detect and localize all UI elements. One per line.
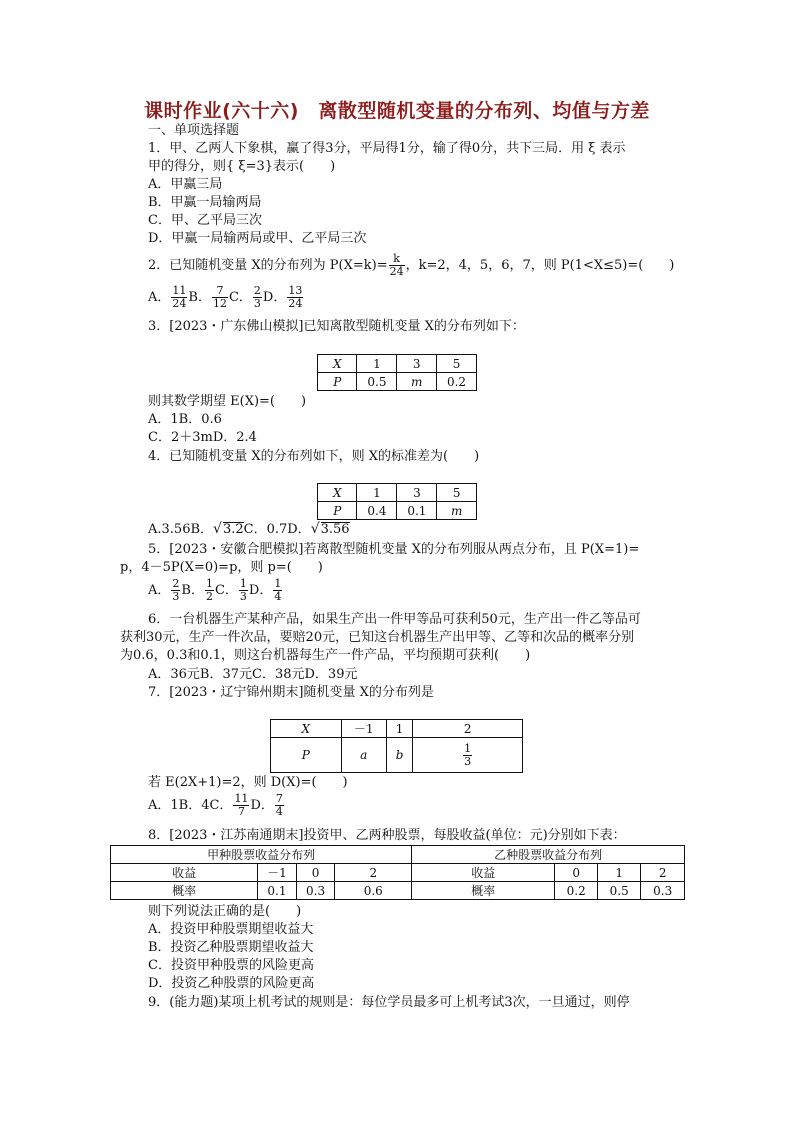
q8-option-d: D．投资乙种股票的风险更高 — [148, 976, 315, 991]
q8-option-c: C．投资甲种股票的风险更高 — [148, 958, 314, 973]
q2-opt-a-frac — [171, 285, 187, 310]
sqrt-icon: √ — [213, 521, 222, 537]
table-cell: 1 — [386, 720, 413, 738]
q5-opt-a-frac — [171, 578, 180, 603]
q5-stem-line1: 5．[2023・安徽合肥模拟]若离散型随机变量 X的分布列服从两点分布，且 P(X=1)= — [148, 542, 640, 557]
table-cell: 0.6 — [335, 882, 412, 900]
frac-num: 1 — [239, 577, 247, 590]
q3-stem: 3．[2023・广东佛山模拟]已知离散型随机变量 X的分布列如下： — [148, 319, 525, 334]
q5-opt-b-frac — [205, 578, 214, 603]
table-cell: 0.3 — [641, 882, 685, 900]
table-header-right: 乙种股票收益分布列 — [412, 846, 685, 864]
frac-den: 24 — [288, 297, 303, 310]
table-row — [318, 355, 477, 373]
table-cell: －1 — [341, 720, 386, 738]
q7-opt-c-frac — [233, 793, 249, 818]
table-cell: 3 — [397, 355, 437, 373]
q3-distribution-table — [317, 354, 477, 391]
q2-stem-pre: 2．已知随机变量 X的分布列为 P(X=k)= — [148, 258, 388, 273]
table-cell — [413, 738, 523, 773]
frac-num: 11 — [234, 792, 249, 805]
table-cell: 2 — [641, 864, 685, 882]
q6-options: A．36元B．37元C．38元D．39元 — [148, 667, 358, 682]
q1-stem-line1: 1．甲、乙两人下象棋，赢了得3分，平局得1分，输了得0分，共下三局．用 ξ 表示 — [148, 141, 626, 156]
q5-opt-c-label: C． — [214, 583, 238, 598]
q5-opt-c-frac — [239, 578, 248, 603]
frac-den: 24 — [172, 297, 187, 310]
q4-distribution-table — [317, 483, 477, 520]
q7-distribution-table — [270, 719, 523, 773]
q7-options-abc: A．1B．4C． — [148, 798, 233, 813]
table-row — [111, 882, 685, 900]
q2-opt-c-label: C． — [228, 290, 252, 305]
frac-den: 12 — [212, 297, 227, 310]
table-cell: 0.3 — [296, 882, 335, 900]
q8-stock-table — [110, 845, 685, 900]
q4-options-ab: A.3.56B． — [148, 522, 214, 537]
table-row — [271, 720, 523, 738]
table-cell: 0.2 — [437, 373, 477, 391]
frac-num: 7 — [275, 792, 283, 805]
q6-stem-line3: 为0.6，0.3和0.1，则这台机器每生产一件产品，平均预期可获利( ) — [120, 648, 531, 663]
table-cell: 收益 — [412, 864, 555, 882]
frac-den: 3 — [239, 590, 247, 603]
q2-options — [148, 285, 304, 311]
q4-stem: 4．已知随机变量 X的分布列如下，则 X的标准差为( ) — [148, 449, 480, 464]
q3-options-cd: C．2＋3mD．2.4 — [148, 430, 257, 445]
table-cell: 0 — [555, 864, 598, 882]
table-cell: m — [437, 502, 477, 520]
q4-options-cd: C．0.7D． — [243, 522, 311, 537]
q2-opt-d-label: D． — [262, 290, 287, 305]
table-row — [318, 373, 477, 391]
table-cell: 0 — [296, 864, 335, 882]
frac-num: 13 — [288, 284, 303, 297]
table-cell: X — [318, 484, 357, 502]
frac-num: 2 — [253, 284, 261, 297]
q2-fraction — [389, 253, 405, 278]
q4-opt-b-radicand: 3.2 — [222, 522, 244, 537]
q5-opt-a-label: A． — [148, 583, 171, 598]
table-cell: 概率 — [412, 882, 555, 900]
q2-opt-a-label: A． — [148, 290, 171, 305]
table-cell: P — [318, 373, 357, 391]
q2-opt-b-label: B． — [188, 290, 211, 305]
table-cell: 概率 — [111, 882, 258, 900]
table-row — [271, 738, 523, 773]
q7-opt-d-label: D． — [250, 798, 274, 813]
table-cell: X — [271, 720, 342, 738]
table-cell: 0.1 — [258, 882, 297, 900]
q1-option-c: C．甲、乙平局三次 — [148, 213, 262, 228]
frac-num: 7 — [212, 285, 228, 298]
table-cell: －1 — [258, 864, 297, 882]
q7-stem: 7．[2023・辽宁锦州期末]随机变量 X的分布列是 — [148, 685, 434, 700]
q2-opt-c-frac — [253, 285, 262, 310]
section-heading: 一、单项选择题 — [148, 123, 240, 138]
q8-option-a: A．投资甲种股票期望收益大 — [148, 922, 314, 937]
table-cell: 1 — [357, 355, 397, 373]
table-cell: 0.5 — [597, 882, 641, 900]
frac-den: 4 — [275, 805, 283, 818]
q7-prob-frac — [463, 743, 472, 768]
q3-question: 则其数学期望 E(X)=( ) — [148, 394, 307, 409]
q2-stem — [148, 253, 674, 279]
table-cell: b — [386, 738, 413, 773]
q8-question: 则下列说法正确的是( ) — [148, 904, 302, 919]
q5-opt-d-frac — [273, 578, 282, 603]
q9-stem-line1: 9．(能力题)某项上机考试的规则是：每位学员最多可上机考试3次，一旦通过，则停 — [148, 995, 630, 1010]
table-cell: 3 — [397, 484, 437, 502]
q6-stem-line2: 获利30元，生产一件次品，要赔20元，已知这台机器生产出甲等、乙等和次品的概率分别 — [120, 630, 635, 645]
table-cell: 0.5 — [357, 373, 397, 391]
q7-question: 若 E(2X+1)=2，则 D(X)=( ) — [148, 775, 348, 790]
q2-opt-b-frac — [212, 285, 228, 310]
q1-option-d: D．甲赢一局输两局或甲、乙平局三次 — [148, 231, 367, 246]
table-cell: m — [397, 373, 437, 391]
sqrt-icon: √ — [310, 521, 320, 537]
table-row — [111, 846, 685, 864]
table-cell: 1 — [357, 484, 397, 502]
q5-opt-d-label: D． — [248, 583, 273, 598]
q2-frac-num: k — [389, 253, 405, 266]
page-title: 课时作业(六十六) 离散型随机变量的分布列、均值与方差 — [144, 100, 650, 122]
q2-stem-post: ，k=2，4，5，6，7，则 P(1<X≤5)=( ) — [405, 258, 675, 273]
table-cell: X — [318, 355, 357, 373]
frac-num: 11 — [172, 284, 187, 297]
q4-options — [148, 521, 350, 538]
table-cell: 0.4 — [357, 502, 397, 520]
q2-frac-den: 24 — [389, 265, 404, 278]
table-header-left: 甲种股票收益分布列 — [111, 846, 412, 864]
q3-options-ab: A．1B．0.6 — [148, 412, 222, 427]
table-cell: 2 — [413, 720, 523, 738]
frac-den: 3 — [464, 754, 472, 768]
q7-options — [148, 793, 285, 819]
table-cell: 5 — [437, 484, 477, 502]
frac-den: 3 — [172, 590, 180, 603]
table-cell: P — [318, 502, 357, 520]
table-cell: 0.1 — [397, 502, 437, 520]
frac-den: 2 — [205, 590, 213, 603]
q5-opt-b-label: B． — [181, 583, 204, 598]
q7-opt-d-frac — [275, 793, 284, 818]
q5-options — [148, 578, 283, 604]
table-row — [318, 502, 477, 520]
table-cell: a — [341, 738, 386, 773]
q4-opt-d-radicand: 3.56 — [320, 522, 350, 537]
q2-opt-d-frac — [287, 285, 303, 310]
table-cell: 2 — [335, 864, 412, 882]
table-row — [111, 864, 685, 882]
frac-den: 7 — [237, 805, 245, 818]
frac-num: 1 — [464, 741, 472, 755]
q8-stem: 8．[2023・江苏南通期末]投资甲、乙两种股票，每股收益(单位：元)分别如下表： — [148, 828, 626, 843]
table-cell: 0.2 — [555, 882, 598, 900]
table-cell: P — [271, 738, 342, 773]
q1-stem-line2: 甲的得分，则{ ξ=3}表示( ) — [148, 159, 336, 174]
q6-stem-line1: 6．一台机器生产某种产品，如果生产出一件甲等品可获利50元，生产出一件乙等品可 — [148, 612, 641, 627]
table-cell: 5 — [437, 355, 477, 373]
q8-option-b: B．投资乙种股票期望收益大 — [148, 940, 314, 955]
table-row — [318, 484, 477, 502]
frac-den: 3 — [253, 297, 261, 310]
frac-num: 2 — [172, 577, 180, 590]
q5-stem-line2: p，4－5P(X=0)=p，则 p=( ) — [120, 560, 323, 575]
frac-num: 1 — [205, 577, 213, 590]
q1-option-a: A．甲赢三局 — [148, 177, 223, 192]
table-cell: 收益 — [111, 864, 258, 882]
table-cell: 1 — [597, 864, 641, 882]
frac-num: 1 — [274, 577, 282, 590]
q1-option-b: B．甲赢一局输两局 — [148, 195, 262, 210]
frac-den: 4 — [274, 590, 282, 603]
